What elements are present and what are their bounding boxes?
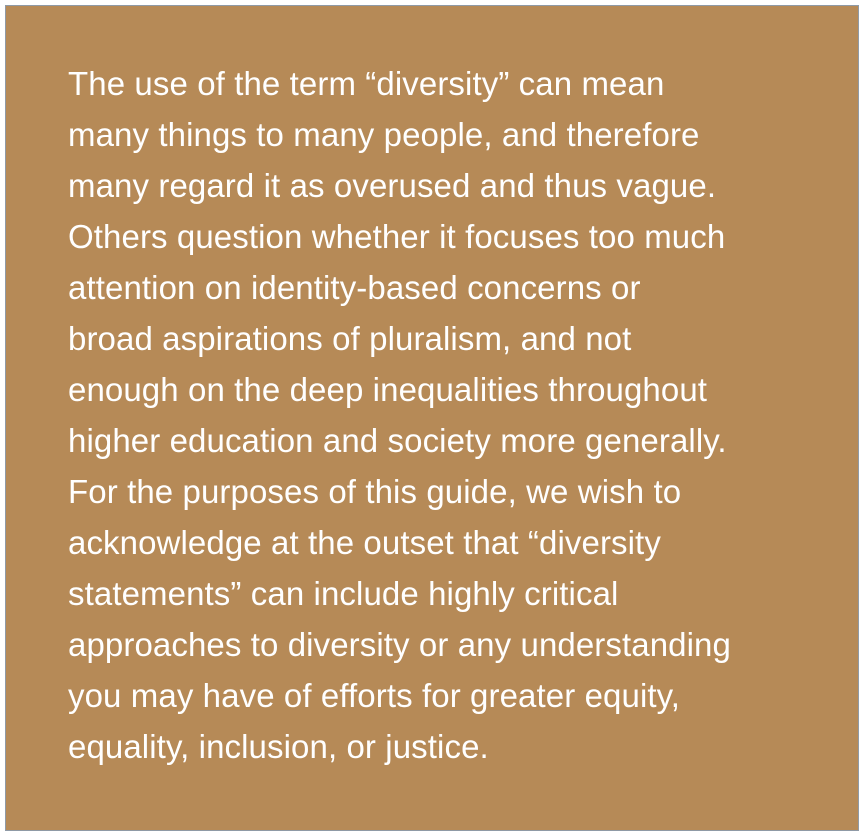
paragraph-line: enough on the deep inequalities throughout <box>68 371 708 408</box>
paragraph-line: many regard it as overused and thus vague. <box>68 167 717 204</box>
paragraph-line: The use of the term “diversity” can mean <box>68 65 665 102</box>
paragraph-line: acknowledge at the outset that “diversity <box>68 524 661 561</box>
paragraph-line: you may have of efforts for greater equity, <box>68 677 681 714</box>
paragraph-line: equality, inclusion, or justice. <box>68 728 489 765</box>
paragraph-line: higher education and society more generally. <box>68 422 727 459</box>
paragraph-line: For the purposes of this guide, we wish to <box>68 473 682 510</box>
paragraph-line: approaches to diversity or any understanding <box>68 626 731 663</box>
paragraph-line: many things to many people, and therefore <box>68 116 700 153</box>
paragraph-line: attention on identity-based concerns or <box>68 269 641 306</box>
callout-box <box>5 5 859 831</box>
paragraph-line: broad aspirations of pluralism, and not <box>68 320 632 357</box>
paragraph-line: statements” can include highly critical <box>68 575 619 612</box>
callout-paragraph <box>68 58 848 772</box>
paragraph-line: Others question whether it focuses too much <box>68 218 726 255</box>
